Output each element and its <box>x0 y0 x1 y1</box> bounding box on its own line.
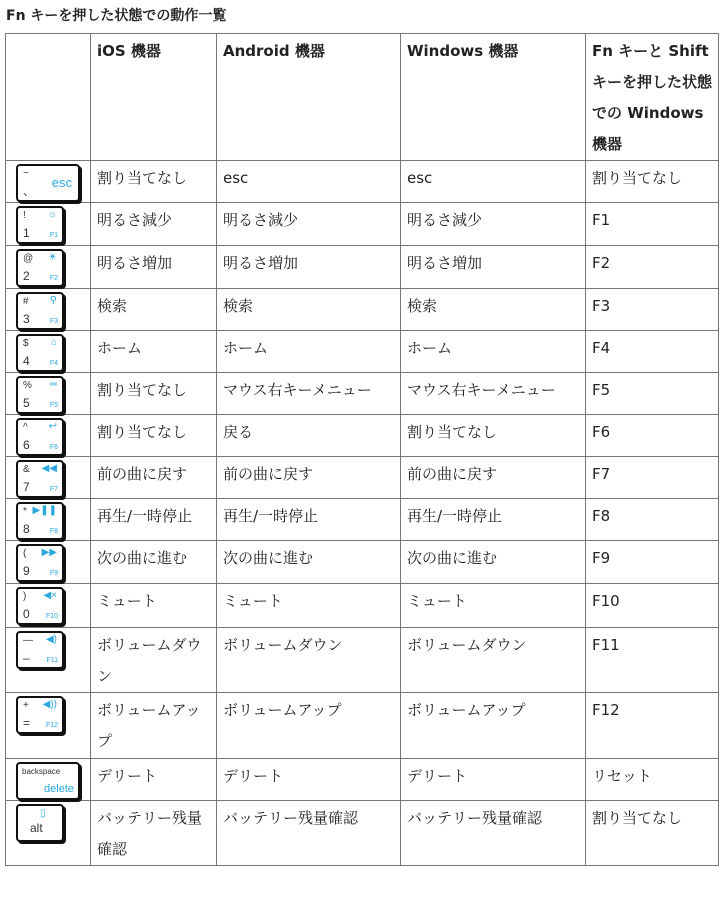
header-android: Android 機器 <box>217 34 401 161</box>
keyboard-key-image <box>16 804 64 842</box>
android-action: 明るさ減少 <box>217 203 401 246</box>
header-windows: Windows 機器 <box>401 34 586 161</box>
key-cell <box>6 499 91 541</box>
key-symbol: % <box>23 380 32 391</box>
key-digit: 6 <box>23 438 30 452</box>
windows-action: ミュート <box>401 584 586 628</box>
android-action: 再生/一時停止 <box>217 499 401 541</box>
keyboard-key-image <box>16 418 64 456</box>
fn-shift-windows-action: F10 <box>586 584 719 628</box>
key-symbol: + <box>23 700 29 711</box>
fn-shift-windows-action: F2 <box>586 246 719 289</box>
key-symbol: 、 <box>23 184 36 198</box>
search-icon: ⚲ <box>49 295 57 306</box>
keyboard-key-image <box>16 460 64 498</box>
ios-action: 前の曲に戻す <box>91 457 217 499</box>
ios-action: バッテリー残量確認 <box>91 801 217 866</box>
windows-action: マウス右キーメニュー <box>401 373 586 415</box>
android-action: 前の曲に戻す <box>217 457 401 499</box>
fn-shift-windows-action: 割り当てなし <box>586 161 719 203</box>
android-action: バッテリー残量確認 <box>217 801 401 866</box>
key-cell <box>6 373 91 415</box>
key-symbol: ^ <box>23 422 28 433</box>
keyboard-key-image <box>16 334 64 372</box>
key-digit: = <box>23 716 31 730</box>
fn-label: F10 <box>45 613 58 620</box>
fn-label: F8 <box>49 528 58 535</box>
fn-shift-windows-action: F1 <box>586 203 719 246</box>
android-action: 検索 <box>217 289 401 331</box>
key-cell <box>6 693 91 759</box>
windows-action: デリート <box>401 759 586 801</box>
key-cell <box>6 289 91 331</box>
table-row <box>6 801 719 866</box>
key-symbol: ) <box>23 591 27 602</box>
android-action: ボリュームダウン <box>217 628 401 693</box>
key-cell <box>6 759 91 801</box>
fn-shift-windows-action: F6 <box>586 415 719 457</box>
key-cell <box>6 331 91 373</box>
ios-action: 明るさ減少 <box>91 203 217 246</box>
key-symbol: & <box>23 464 30 475</box>
menu-icon: ═ <box>49 379 57 390</box>
keyboard-key-image <box>16 502 64 540</box>
header-row <box>6 34 719 161</box>
fn-shift-windows-action: F5 <box>586 373 719 415</box>
android-action: 戻る <box>217 415 401 457</box>
fn-shift-windows-action: 割り当てなし <box>586 801 719 866</box>
delete-label: delete <box>44 783 74 795</box>
fn-key-table <box>5 33 719 866</box>
windows-action: 割り当てなし <box>401 415 586 457</box>
keyboard-key-image <box>16 544 64 582</box>
fn-label: F7 <box>49 486 58 493</box>
table-row <box>6 415 719 457</box>
table-row <box>6 373 719 415</box>
keyboard-key-image <box>16 762 80 800</box>
ios-action: 割り当てなし <box>91 373 217 415</box>
table-row <box>6 457 719 499</box>
ios-action: 次の曲に進む <box>91 541 217 584</box>
ios-action: 割り当てなし <box>91 415 217 457</box>
ios-action: 明るさ増加 <box>91 246 217 289</box>
table-row <box>6 246 719 289</box>
table-row <box>6 584 719 628</box>
windows-action: ボリュームアップ <box>401 693 586 759</box>
brightness-up-icon: ☀ <box>48 252 57 263</box>
keyboard-key-image <box>16 249 64 287</box>
keyboard-key-image <box>16 206 64 244</box>
fn-shift-windows-action: リセット <box>586 759 719 801</box>
android-action: デリート <box>217 759 401 801</box>
windows-action: 前の曲に戻す <box>401 457 586 499</box>
android-action: 明るさ増加 <box>217 246 401 289</box>
fn-shift-windows-action: F3 <box>586 289 719 331</box>
windows-action: 再生/一時停止 <box>401 499 586 541</box>
windows-action: 次の曲に進む <box>401 541 586 584</box>
ios-action: ホーム <box>91 331 217 373</box>
keyboard-key-image <box>16 292 64 330</box>
table-row <box>6 628 719 693</box>
android-action: ミュート <box>217 584 401 628</box>
table-row <box>6 289 719 331</box>
key-cell <box>6 203 91 246</box>
volume-down-icon: ◀) <box>45 634 57 645</box>
fn-shift-windows-action: F4 <box>586 331 719 373</box>
key-cell <box>6 415 91 457</box>
windows-action: 検索 <box>401 289 586 331</box>
alt-label: alt <box>30 821 43 835</box>
table-row <box>6 499 719 541</box>
key-digit: 0 <box>23 607 30 621</box>
mute-icon: ◀× <box>43 590 57 601</box>
key-symbol: ~ <box>23 168 29 179</box>
fn-label: F11 <box>46 657 58 664</box>
android-action: esc <box>217 161 401 203</box>
ios-action: ボリュームダウン <box>91 628 217 693</box>
fn-shift-windows-action: F11 <box>586 628 719 693</box>
table-row <box>6 693 719 759</box>
key-symbol: # <box>23 296 29 307</box>
key-digit: 7 <box>23 480 30 494</box>
ios-action: 検索 <box>91 289 217 331</box>
key-symbol: ! <box>23 210 26 221</box>
key-digit: 5 <box>23 396 30 410</box>
android-action: ホーム <box>217 331 401 373</box>
header-ios: iOS 機器 <box>91 34 217 161</box>
key-digit: 1 <box>23 226 30 240</box>
windows-action: バッテリー残量確認 <box>401 801 586 866</box>
key-cell <box>6 801 91 866</box>
key-cell <box>6 541 91 584</box>
fn-shift-windows-action: F7 <box>586 457 719 499</box>
key-digit: 3 <box>23 312 30 326</box>
header-fn-shift-windows: Fn キーと Shift キーを押した状態での Windows 機器 <box>586 34 719 161</box>
windows-action: esc <box>401 161 586 203</box>
table-row <box>6 759 719 801</box>
keyboard-key-image <box>16 631 64 669</box>
ios-action: ミュート <box>91 584 217 628</box>
table-row <box>6 203 719 246</box>
key-symbol: @ <box>23 253 34 264</box>
page-title: Fn キーを押した状態での動作一覧 <box>6 8 227 24</box>
fn-label: F12 <box>45 722 58 729</box>
ios-action: デリート <box>91 759 217 801</box>
windows-action: 明るさ増加 <box>401 246 586 289</box>
key-cell <box>6 457 91 499</box>
volume-up-icon: ◀)) <box>42 699 57 710</box>
key-symbol: — <box>23 635 33 646</box>
play-pause-icon: ▶❚❚ <box>32 505 57 516</box>
key-digit: – <box>23 651 30 665</box>
key-cell <box>6 161 91 203</box>
fn-label: F1 <box>49 232 58 239</box>
key-digit: 4 <box>23 354 30 368</box>
key-symbol: ( <box>23 548 27 559</box>
ios-action: 割り当てなし <box>91 161 217 203</box>
key-symbol: * <box>23 506 27 517</box>
key-digit: 8 <box>23 522 30 536</box>
table-row <box>6 161 719 203</box>
fn-label: F4 <box>49 360 58 367</box>
keyboard-key-image <box>16 164 80 202</box>
fn-label: F6 <box>49 444 58 451</box>
ios-action: ボリュームアップ <box>91 693 217 759</box>
key-digit: 9 <box>23 564 30 578</box>
key-cell <box>6 584 91 628</box>
battery-icon: ▯ <box>40 808 46 819</box>
keyboard-key-image <box>16 696 64 734</box>
home-icon: ⌂ <box>50 337 57 348</box>
windows-action: 明るさ減少 <box>401 203 586 246</box>
fn-label: F9 <box>49 570 58 577</box>
android-action: 次の曲に進む <box>217 541 401 584</box>
next-track-icon: ▶▶ <box>41 547 57 558</box>
key-symbol: $ <box>23 338 29 349</box>
fn-label: F5 <box>49 402 58 409</box>
table-row <box>6 541 719 584</box>
back-icon: ↩ <box>48 421 57 432</box>
windows-action: ボリュームダウン <box>401 628 586 693</box>
fn-shift-windows-action: F9 <box>586 541 719 584</box>
keyboard-key-image <box>16 376 64 414</box>
table-row <box>6 331 719 373</box>
key-cell <box>6 628 91 693</box>
windows-action: ホーム <box>401 331 586 373</box>
fn-label: F2 <box>49 275 58 282</box>
key-digit: 2 <box>23 269 30 283</box>
header-key <box>6 34 91 161</box>
key-cell <box>6 246 91 289</box>
fn-label: F3 <box>49 318 58 325</box>
backspace-label: backspace <box>22 767 61 776</box>
android-action: マウス右キーメニュー <box>217 373 401 415</box>
keyboard-key-image <box>16 587 64 625</box>
fn-shift-windows-action: F12 <box>586 693 719 759</box>
ios-action: 再生/一時停止 <box>91 499 217 541</box>
previous-track-icon: ◀◀ <box>41 463 57 474</box>
fn-shift-windows-action: F8 <box>586 499 719 541</box>
esc-label: esc <box>51 175 72 190</box>
android-action: ボリュームアップ <box>217 693 401 759</box>
brightness-down-icon: ☼ <box>47 209 57 220</box>
